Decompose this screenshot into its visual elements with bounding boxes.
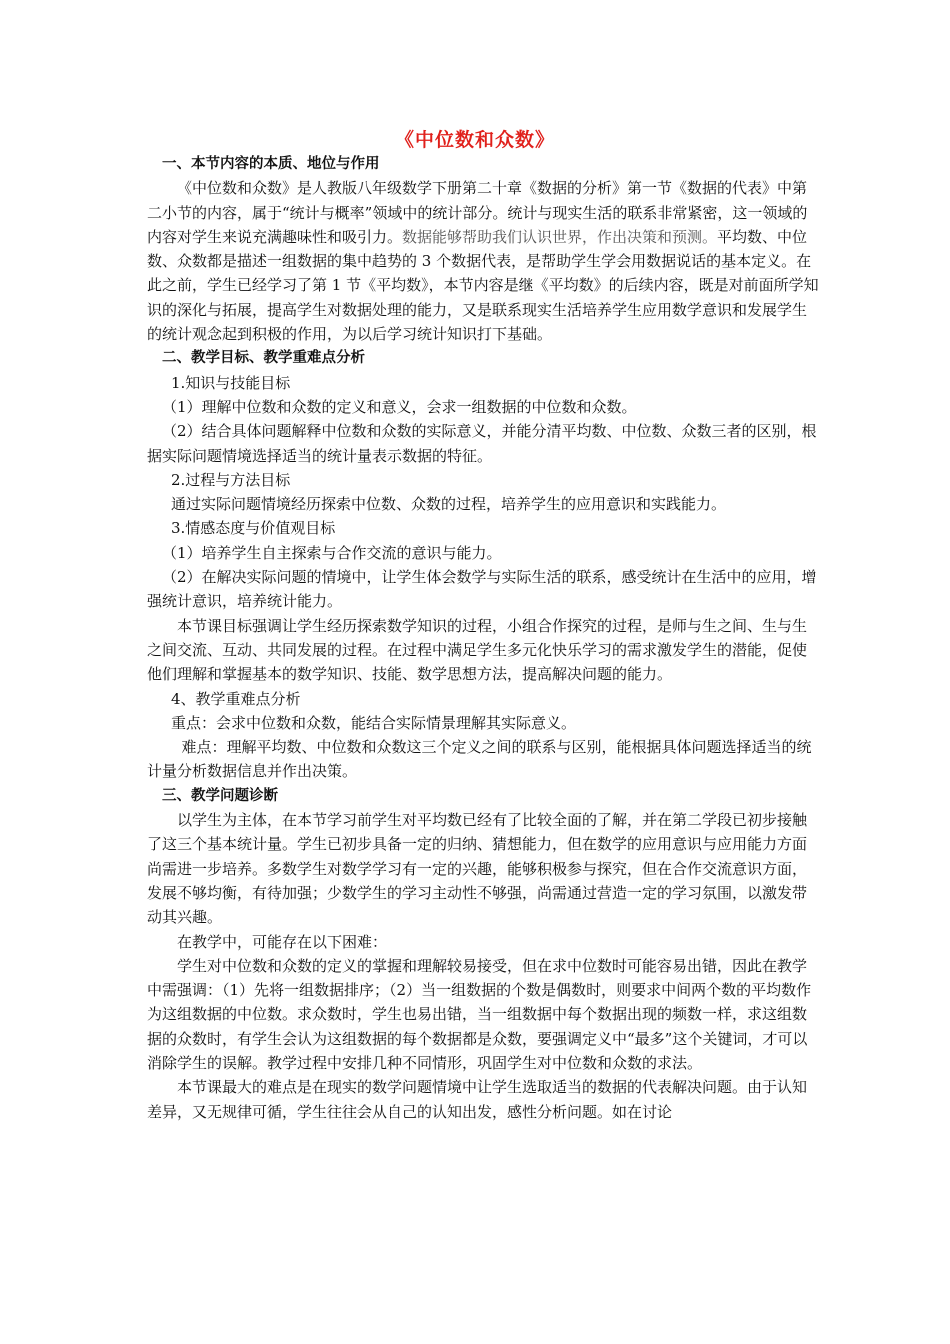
paragraph-text: 平均数、中位数、众数都是描述一组数据的集中趋势的 3 个数据代表，是帮助学生学会用数据说话的基本定义。在此之前，学生已经学习了第 1 节《平均数》，本节内容是继《平均数》的后续内容，既是对前面所学知识的深化与拓展，提高学生对数据处理的能力，又是联系现实生活培养学生应用数学意识和发展学生的统计观念起到积极的作用，为以后学习统计知识打下基础。	[147, 227, 819, 344]
diagnosis-paragraph: 在教学中，可能存在以下困难：	[177, 932, 388, 951]
page-title: 《中位数和众数》	[394, 129, 555, 151]
paragraph-text: 《中位数和众数》是人教版八年级数学下册第二十章《数据的分析》第一节《数据的代表》中第二小节的内容，属于“统计与概率”领域中的统计部分。统计与现实生活的联系非常紧密，这一领域的内容对学生来说充满趣味性和吸引力。	[147, 179, 808, 246]
diagnosis-paragraph: 本节课最大的难点是在现实的数学问题情境中让学生选取适当的数据的代表解决问题。由于认知差异，又无规律可循，学生往往会从自己的认知出发，感性分析问题。如在讨论	[147, 1078, 808, 1121]
goal-item: （2）在解决实际问题的情境中，让学生体会数学与实际生活的联系，感受统计在生活中的应用，增强统计意识，培养统计能力。	[147, 568, 817, 611]
document-body	[147, 152, 819, 1124]
goal-item: （1）理解中位数和众数的定义和意义，会求一组数据的中位数和众数。	[162, 397, 637, 416]
goal-heading-knowledge: 1.知识与技能目标	[171, 373, 291, 392]
paragraph-text-gray: 数据能够帮助我们认识世界，作出决策和预测。	[402, 227, 718, 246]
goal-heading-attitude: 3.情感态度与价值观目标	[171, 519, 336, 538]
goal-summary: 本节课目标强调让学生经历探索数学知识的过程，小组合作探究的过程，是师与生之间、生与生之间交流、互动、共同发展的过程。在过程中满足学生多元化快乐学习的需求激发学生的潜能，促使他们理解和掌握基本的数学知识、技能、数学思想方法，提高解决问题的能力。	[147, 616, 808, 684]
section-heading-2: 二、教学目标、教学重难点分析	[162, 350, 365, 367]
goal-heading-keypoints: 4、教学重难点分析	[171, 689, 301, 708]
section-heading-1: 一、本节内容的本质、地位与作用	[162, 156, 380, 172]
diagnosis-paragraph: 学生对中位数和众数的定义的掌握和理解较易接受，但在求中位数时可能容易出错，因此在教学中需强调：（1）先将一组数据排序；（2）当一组数据的个数是偶数时，则要求中间两个数的平均数作为这组数据的中位数。求众数时，学生也易出错，当一组数据中每个数据出现的频数一样，求这组数据的众数时，有学生会认为这组数据的每个数据都是众数，要强调定义中“最多”这个关键词，才可以消除学生的误解。教学过程中安排几种不同情形，巩固学生对中位数和众数的求法。	[147, 956, 812, 1072]
section-heading-3: 三、教学问题诊断	[162, 787, 278, 804]
difficult-point: 难点：理解平均数、中位数和众数这三个定义之间的联系与区别，能根据具体问题选择适当的统计量分析数据信息并作出决策。	[147, 738, 812, 781]
key-point: 重点：会求中位数和众数，能结合实际情景理解其实际意义。	[171, 713, 577, 732]
goal-item: 通过实际问题情境经历探索中位数、众数的过程，培养学生的应用意识和实践能力。	[171, 495, 727, 514]
diagnosis-paragraph: 以学生为主体，在本节学习前学生对平均数已经有了比较全面的了解，并在第二学段已初步接触了这三个基本统计量。学生已初步具备一定的归纳、猜想能力，但在数学的应用意识与应用能力方面尚需进一步培养。多数学生对数学学习有一定的兴趣，能够积极参与探究，但在合作交流意识方面，发展不够均衡，有待加强；少数学生的学习主动性不够强，尚需通过营造一定的学习氛围，以激发带动其兴趣。	[147, 811, 808, 927]
goal-heading-process: 2.过程与方法目标	[171, 470, 291, 489]
goal-item: （1）培养学生自主探索与合作交流的意识与能力。	[162, 543, 502, 562]
section-1-paragraph	[147, 176, 819, 346]
goal-item: （2）结合具体问题解释中位数和众数的实际意义，并能分清平均数、中位数、众数三者的区别，根据实际问题情境选择适当的统计量表示数据的特征。	[147, 422, 817, 465]
